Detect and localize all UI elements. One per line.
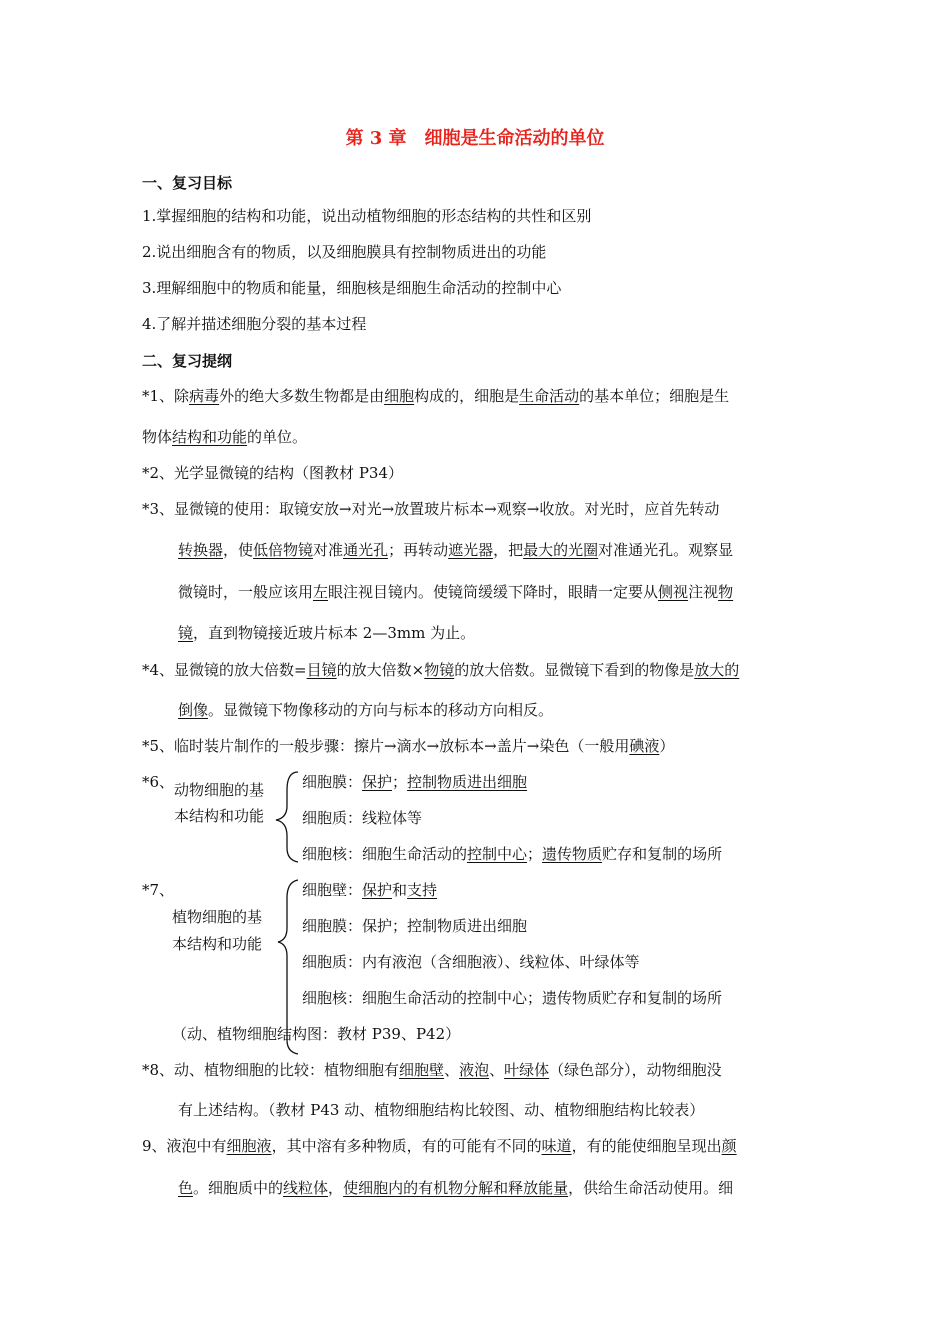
- keyword: 镜: [178, 624, 194, 642]
- keyword: 转换器: [178, 541, 224, 559]
- outline-item-5: *5、临时装片制作的一般步骤：擦片→滴水→放标本→盖片→染色（一般用碘液）: [142, 737, 675, 755]
- animal-cell-cytoplasm: 细胞质：线粒体等: [302, 809, 423, 827]
- animal-cell-nucleus: 细胞核：细胞生命活动的控制中心；遗传物质贮存和复制的场所: [302, 845, 723, 863]
- keyword: 颜: [721, 1137, 737, 1155]
- outline-item-4-line-1: *4、显微镜的放大倍数=目镜的放大倍数×物镜的放大倍数。显微镜下看到的物像是放大的: [142, 661, 740, 679]
- outline-item-9-line-2: 色。细胞质中的线粒体，使细胞内的有机物分解和释放能量，供给生命活动使用。细: [178, 1179, 734, 1197]
- goal-item: 1.掌握细胞的结构和功能，说出动植物细胞的形态结构的共性和区别: [142, 207, 592, 225]
- keyword: 遗传物质: [542, 845, 603, 863]
- keyword: 遮光器: [448, 541, 494, 559]
- section-heading-outline: 二、复习提纲: [142, 352, 233, 370]
- section-heading-goals: 一、复习目标: [142, 174, 233, 192]
- outline-item-8-line-1: *8、动、植物细胞的比较：植物细胞有细胞壁、液泡、叶绿体（绿色部分），动物细胞没: [142, 1061, 722, 1079]
- outline-item-6-number: *6、: [142, 773, 175, 791]
- keyword: 细胞壁: [399, 1061, 445, 1079]
- goal-item: 4.了解并描述细胞分裂的基本过程: [142, 315, 367, 333]
- keyword: 味道: [541, 1137, 572, 1155]
- outline-item-3-line-3: 微镜时，一般应该用左眼注视目镜内。使镜筒缓缓下降时，眼睛一定要从侧视注视物: [178, 583, 734, 601]
- outline-item-8-line-2: 有上述结构。（教材 P43 动、植物细胞结构比较图、动、植物细胞结构比较表）: [178, 1101, 705, 1119]
- plant-cell-wall: 细胞壁：保护和支持: [302, 881, 438, 899]
- chapter-title: 第 3 章 细胞是生命活动的单位: [345, 128, 605, 149]
- animal-cell-label-1: 动物细胞的基: [174, 781, 265, 799]
- outline-item-1-line-2: 物体结构和功能的单位。: [142, 428, 308, 446]
- keyword: 生命活动: [519, 387, 580, 405]
- plant-cell-nucleus: 细胞核：细胞生命活动的控制中心；遗传物质贮存和复制的场所: [302, 989, 723, 1007]
- outline-item-3-line-4: 镜，直到物镜接近玻片标本 2—3mm 为止。: [178, 624, 476, 642]
- outline-item-4-line-2: 倒像。显微镜下物像移动的方向与标本的移动方向相反。: [178, 701, 554, 719]
- animal-cell-brace: [276, 772, 298, 862]
- keyword: 保护: [362, 773, 393, 791]
- keyword: 细胞: [384, 387, 415, 405]
- outline-item-7-number: *7、: [142, 881, 175, 899]
- plant-cell-cytoplasm: 细胞质：内有液泡（含细胞液）、线粒体、叶绿体等: [302, 953, 640, 971]
- outline-item-2: *2、光学显微镜的结构（图教材 P34）: [142, 464, 403, 482]
- outline-item-3-line-2: 转换器，使低倍物镜对准通光孔；再转动遮光器，把最大的光圈对准通光孔。观察显: [178, 541, 734, 559]
- keyword: 细胞液: [226, 1137, 272, 1155]
- keyword: 低倍物镜: [253, 541, 314, 559]
- keyword: 物镜: [424, 661, 455, 679]
- keyword: 目镜: [306, 661, 337, 679]
- goal-item: 2.说出细胞含有的物质，以及细胞膜具有控制物质进出的功能: [142, 243, 547, 261]
- keyword: 病毒: [189, 387, 220, 405]
- plant-cell-label-1: 植物细胞的基: [172, 908, 263, 926]
- keyword: 控制中心: [467, 845, 528, 863]
- keyword: 通光孔: [343, 541, 389, 559]
- keyword: 左: [313, 583, 329, 601]
- keyword: 色: [178, 1179, 194, 1197]
- keyword: 放大的: [694, 661, 740, 679]
- keyword: 物: [718, 583, 734, 601]
- animal-cell-label-2: 本结构和功能: [174, 807, 265, 825]
- keyword: 倒像: [178, 701, 209, 719]
- keyword: 线粒体: [283, 1179, 329, 1197]
- keyword: 叶绿体: [504, 1061, 550, 1079]
- plant-cell-membrane: 细胞膜：保护；控制物质进出细胞: [302, 917, 528, 935]
- keyword: 最大的光圈: [523, 541, 599, 559]
- goal-item: 3.理解细胞中的物质和能量，细胞核是细胞生命活动的控制中心: [142, 279, 562, 297]
- keyword: 支持: [407, 881, 438, 899]
- cell-structure-figure-note: （动、植物细胞结构图：教材 P39、P42）: [172, 1025, 461, 1043]
- animal-cell-membrane: 细胞膜：保护；控制物质进出细胞: [302, 773, 528, 791]
- keyword: 液泡: [459, 1061, 490, 1079]
- outline-item-9-line-1: 9、液泡中有细胞液，其中溶有多种物质，有的可能有不同的味道，有的能使细胞呈现出颜: [142, 1137, 737, 1155]
- keyword: 保护: [362, 881, 393, 899]
- keyword: 使细胞内的有机物分解和释放能量: [343, 1179, 569, 1197]
- plant-cell-label-2: 本结构和功能: [172, 935, 263, 953]
- keyword: 控制物质进出细胞: [407, 773, 528, 791]
- keyword: 侧视: [658, 583, 689, 601]
- outline-item-3-line-1: *3、显微镜的使用：取镜安放→对光→放置玻片标本→观察→收放。对光时，应首先转动: [142, 500, 720, 518]
- keyword: 结构和功能: [172, 428, 248, 446]
- outline-item-1-line-1: *1、除病毒外的绝大多数生物都是由细胞构成的，细胞是生命活动的基本单位；细胞是生: [142, 387, 730, 405]
- keyword: 碘液: [629, 737, 660, 755]
